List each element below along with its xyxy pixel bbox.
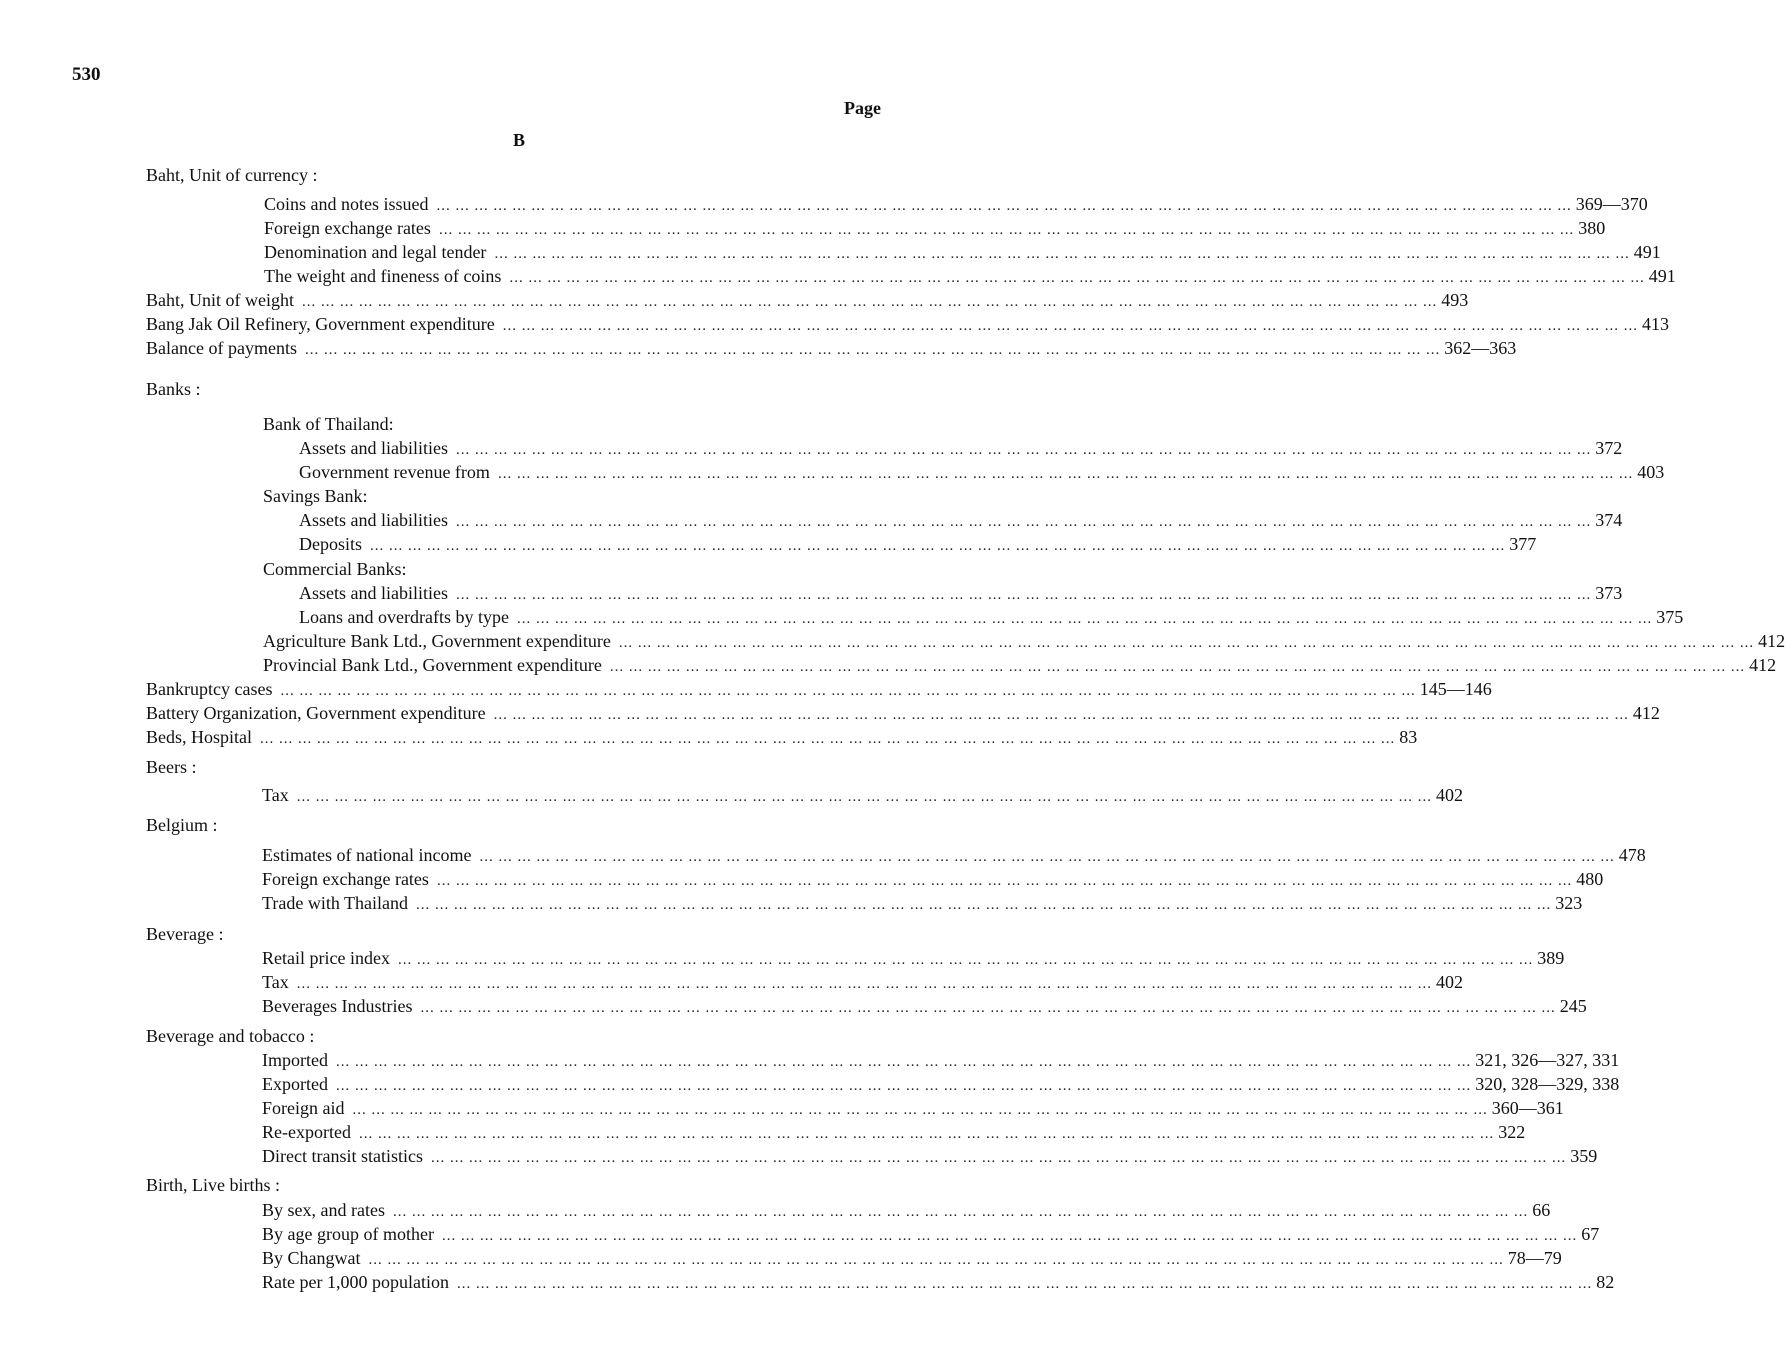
index-entry — [264, 240, 1661, 264]
dot-leader: ... ... ... ... ... ... ... ... ... ... ... ... ... ... ... ... ... ... ... ... ... ... ... ... ... ... ... ... ... ... ... ... ... ... ... ... ... ... ... ... ... ... ... ... ... ... ... ... ... ... ... ... ... ... ... ... ... ... ... ... — [296, 789, 1432, 805]
entry-label: Beverages Industries — [262, 996, 413, 1016]
index-entry — [299, 436, 1623, 460]
page-column-label: Page — [844, 98, 881, 118]
index-heading — [146, 755, 196, 779]
entry-label: Foreign exchange rates — [264, 218, 431, 238]
section-letter: B — [513, 130, 526, 150]
entry-label: Battery Organization, Government expenditure — [146, 703, 486, 723]
dot-leader: ... ... ... ... ... ... ... ... ... ... ... ... ... ... ... ... ... ... ... ... ... ... ... ... ... ... ... ... ... ... ... ... ... ... ... ... ... ... ... ... ... ... ... ... ... ... ... ... ... ... ... ... ... ... ... ... ... ... ... ... — [438, 222, 1575, 238]
index-entry — [146, 701, 1660, 725]
index-entry — [264, 192, 1648, 216]
dot-leader: ... ... ... ... ... ... ... ... ... ... ... ... ... ... ... ... ... ... ... ... ... ... ... ... ... ... ... ... ... ... ... ... ... ... ... ... ... ... ... ... ... ... ... ... ... ... ... ... ... ... ... ... ... ... ... ... ... ... ... ... — [370, 538, 1506, 554]
entry-label: Banks : — [146, 379, 201, 399]
index-entry — [146, 677, 1492, 701]
index-entry — [146, 312, 1669, 336]
entry-page-ref: 375 — [1656, 607, 1684, 627]
entry-label: Re-exported — [262, 1122, 351, 1142]
index-heading — [146, 813, 218, 837]
entry-label: Savings Bank: — [263, 486, 368, 506]
entry-page-ref: 82 — [1596, 1272, 1615, 1292]
entry-label: Estimates of national income — [262, 845, 472, 865]
index-heading — [146, 1024, 314, 1048]
dot-leader: ... ... ... ... ... ... ... ... ... ... ... ... ... ... ... ... ... ... ... ... ... ... ... ... ... ... ... ... ... ... ... ... ... ... ... ... ... ... ... ... ... ... ... ... ... ... ... ... ... ... ... ... ... ... ... ... ... ... ... ... — [358, 1126, 1495, 1142]
entry-label: By Changwat — [262, 1248, 361, 1268]
dot-leader: ... ... ... ... ... ... ... ... ... ... ... ... ... ... ... ... ... ... ... ... ... ... ... ... ... ... ... ... ... ... ... ... ... ... ... ... ... ... ... ... ... ... ... ... ... ... ... ... ... ... ... ... ... ... ... ... ... ... ... ... — [456, 1276, 1593, 1292]
entry-page-ref: 389 — [1537, 948, 1565, 968]
index-entry — [146, 336, 1517, 360]
index-entry — [299, 605, 1684, 629]
entry-label: Assets and liabilities — [299, 583, 448, 603]
entry-label: Foreign aid — [262, 1098, 345, 1118]
entry-page-ref: 380 — [1578, 218, 1606, 238]
dot-leader: ... ... ... ... ... ... ... ... ... ... ... ... ... ... ... ... ... ... ... ... ... ... ... ... ... ... ... ... ... ... ... ... ... ... ... ... ... ... ... ... ... ... ... ... ... ... ... ... ... ... ... ... ... ... ... ... ... ... ... ... — [436, 873, 1573, 889]
entry-label: Belgium : — [146, 815, 218, 835]
entry-page-ref: 377 — [1509, 534, 1537, 554]
entry-label: Bank of Thailand: — [263, 414, 394, 434]
dot-leader: ... ... ... ... ... ... ... ... ... ... ... ... ... ... ... ... ... ... ... ... ... ... ... ... ... ... ... ... ... ... ... ... ... ... ... ... ... ... ... ... ... ... ... ... ... ... ... ... ... ... ... ... ... ... ... ... ... ... ... ... — [430, 1150, 1567, 1166]
entry-label: Retail price index — [262, 948, 390, 968]
entry-label: Imported — [262, 1050, 328, 1070]
index-entry — [262, 1048, 1620, 1072]
entry-page-ref: 322 — [1498, 1122, 1526, 1142]
entry-page-ref: 491 — [1633, 242, 1661, 262]
index-heading — [146, 1173, 280, 1197]
dot-leader: ... ... ... ... ... ... ... ... ... ... ... ... ... ... ... ... ... ... ... ... ... ... ... ... ... ... ... ... ... ... ... ... ... ... ... ... ... ... ... ... ... ... ... ... ... ... ... ... ... ... ... ... ... ... ... ... ... ... ... ... — [296, 976, 1432, 992]
entry-page-ref: 245 — [1559, 996, 1587, 1016]
entry-page-ref: 493 — [1441, 290, 1469, 310]
index-entry — [299, 508, 1623, 532]
index-entry — [264, 216, 1606, 240]
dot-leader: ... ... ... ... ... ... ... ... ... ... ... ... ... ... ... ... ... ... ... ... ... ... ... ... ... ... ... ... ... ... ... ... ... ... ... ... ... ... ... ... ... ... ... ... ... ... ... ... ... ... ... ... ... ... ... ... ... ... ... ... — [304, 342, 1441, 358]
index-entry — [262, 867, 1604, 891]
dot-leader: ... ... ... ... ... ... ... ... ... ... ... ... ... ... ... ... ... ... ... ... ... ... ... ... ... ... ... ... ... ... ... ... ... ... ... ... ... ... ... ... ... ... ... ... ... ... ... ... ... ... ... ... ... ... ... ... ... ... ... ... — [493, 707, 1629, 723]
page-number: 530 — [72, 64, 101, 85]
entry-label: Deposits — [299, 534, 362, 554]
entry-page-ref: 373 — [1595, 583, 1623, 603]
entry-label: Government revenue from — [299, 462, 490, 482]
entry-label: Baht, Unit of weight — [146, 290, 294, 310]
index-entry — [262, 970, 1463, 994]
dot-leader: ... ... ... ... ... ... ... ... ... ... ... ... ... ... ... ... ... ... ... ... ... ... ... ... ... ... ... ... ... ... ... ... ... ... ... ... ... ... ... ... ... ... ... ... ... ... ... ... ... ... ... ... ... ... ... ... ... ... ... ... — [479, 849, 1615, 865]
dot-leader: ... ... ... ... ... ... ... ... ... ... ... ... ... ... ... ... ... ... ... ... ... ... ... ... ... ... ... ... ... ... ... ... ... ... ... ... ... ... ... ... ... ... ... ... ... ... ... ... ... ... ... ... ... ... ... ... ... ... ... ... — [494, 246, 1630, 262]
index-entry — [262, 1144, 1598, 1168]
dot-leader: ... ... ... ... ... ... ... ... ... ... ... ... ... ... ... ... ... ... ... ... ... ... ... ... ... ... ... ... ... ... ... ... ... ... ... ... ... ... ... ... ... ... ... ... ... ... ... ... ... ... ... ... ... ... ... ... ... ... ... ... — [368, 1252, 1504, 1268]
entry-label: Loans and overdrafts by type — [299, 607, 509, 627]
entry-label: Rate per 1,000 population — [262, 1272, 449, 1292]
dot-leader: ... ... ... ... ... ... ... ... ... ... ... ... ... ... ... ... ... ... ... ... ... ... ... ... ... ... ... ... ... ... ... ... ... ... ... ... ... ... ... ... ... ... ... ... ... ... ... ... ... ... ... ... ... ... ... ... ... ... ... ... — [352, 1102, 1488, 1118]
entry-page-ref: 412 — [1758, 631, 1785, 651]
index-entry — [262, 1120, 1526, 1144]
entry-page-ref: 369—370 — [1575, 194, 1648, 214]
entry-label: Exported — [262, 1074, 328, 1094]
entry-page-ref: 320, 328—329, 338 — [1475, 1074, 1620, 1094]
entry-label: Beverage and tobacco : — [146, 1026, 315, 1046]
entry-label: Beers : — [146, 757, 197, 777]
entry-label: Baht, Unit of currency : — [146, 165, 318, 185]
dot-leader: ... ... ... ... ... ... ... ... ... ... ... ... ... ... ... ... ... ... ... ... ... ... ... ... ... ... ... ... ... ... ... ... ... ... ... ... ... ... ... ... ... ... ... ... ... ... ... ... ... ... ... ... ... ... ... ... ... ... ... ... — [455, 442, 1592, 458]
dot-leader: ... ... ... ... ... ... ... ... ... ... ... ... ... ... ... ... ... ... ... ... ... ... ... ... ... ... ... ... ... ... ... ... ... ... ... ... ... ... ... ... ... ... ... ... ... ... ... ... ... ... ... ... ... ... ... ... ... ... ... ... — [502, 318, 1638, 334]
entry-page-ref: 491 — [1648, 266, 1676, 286]
dot-leader: ... ... ... ... ... ... ... ... ... ... ... ... ... ... ... ... ... ... ... ... ... ... ... ... ... ... ... ... ... ... ... ... ... ... ... ... ... ... ... ... ... ... ... ... ... ... ... ... ... ... ... ... ... ... ... ... ... ... ... ... — [455, 587, 1592, 603]
index-entry — [299, 532, 1537, 556]
dot-leader: ... ... ... ... ... ... ... ... ... ... ... ... ... ... ... ... ... ... ... ... ... ... ... ... ... ... ... ... ... ... ... ... ... ... ... ... ... ... ... ... ... ... ... ... ... ... ... ... ... ... ... ... ... ... ... ... ... ... ... ... — [618, 635, 1755, 651]
entry-page-ref: 412 — [1749, 655, 1777, 675]
entry-label: Assets and liabilities — [299, 438, 448, 458]
index-entry — [262, 1198, 1551, 1222]
entry-label: Tax — [262, 972, 289, 992]
entry-page-ref: 372 — [1595, 438, 1623, 458]
entry-label: Coins and notes issued — [264, 194, 429, 214]
entry-page-ref: 83 — [1399, 727, 1418, 747]
dot-leader: ... ... ... ... ... ... ... ... ... ... ... ... ... ... ... ... ... ... ... ... ... ... ... ... ... ... ... ... ... ... ... ... ... ... ... ... ... ... ... ... ... ... ... ... ... ... ... ... ... ... ... ... ... ... ... ... ... ... ... ... — [455, 514, 1592, 530]
dot-leader: ... ... ... ... ... ... ... ... ... ... ... ... ... ... ... ... ... ... ... ... ... ... ... ... ... ... ... ... ... ... ... ... ... ... ... ... ... ... ... ... ... ... ... ... ... ... ... ... ... ... ... ... ... ... ... ... ... ... ... ... — [397, 952, 1534, 968]
index-entry — [262, 1222, 1600, 1246]
entry-page-ref: 374 — [1595, 510, 1623, 530]
index-heading — [263, 557, 406, 581]
dot-leader: ... ... ... ... ... ... ... ... ... ... ... ... ... ... ... ... ... ... ... ... ... ... ... ... ... ... ... ... ... ... ... ... ... ... ... ... ... ... ... ... ... ... ... ... ... ... ... ... ... ... ... ... ... ... ... ... ... ... ... ... — [260, 731, 1396, 747]
index-entry — [263, 629, 1785, 653]
dot-leader: ... ... ... ... ... ... ... ... ... ... ... ... ... ... ... ... ... ... ... ... ... ... ... ... ... ... ... ... ... ... ... ... ... ... ... ... ... ... ... ... ... ... ... ... ... ... ... ... ... ... ... ... ... ... ... ... ... ... ... ... — [441, 1228, 1578, 1244]
index-entry — [299, 581, 1623, 605]
dot-leader: ... ... ... ... ... ... ... ... ... ... ... ... ... ... ... ... ... ... ... ... ... ... ... ... ... ... ... ... ... ... ... ... ... ... ... ... ... ... ... ... ... ... ... ... ... ... ... ... ... ... ... ... ... ... ... ... ... ... ... ... — [497, 466, 1634, 482]
entry-label: Trade with Thailand — [262, 893, 408, 913]
entry-label: Foreign exchange rates — [262, 869, 429, 889]
entry-page-ref: 402 — [1435, 785, 1463, 805]
index-entry — [262, 1072, 1620, 1096]
entry-label: Beds, Hospital — [146, 727, 252, 747]
entry-page-ref: 359 — [1570, 1146, 1598, 1166]
entry-page-ref: 403 — [1637, 462, 1665, 482]
index-heading — [146, 377, 201, 401]
entry-page-ref: 402 — [1435, 972, 1463, 992]
entry-label: Denomination and legal tender — [264, 242, 487, 262]
index-entry — [262, 843, 1646, 867]
dot-leader: ... ... ... ... ... ... ... ... ... ... ... ... ... ... ... ... ... ... ... ... ... ... ... ... ... ... ... ... ... ... ... ... ... ... ... ... ... ... ... ... ... ... ... ... ... ... ... ... ... ... ... ... ... ... ... ... ... ... ... ... — [280, 683, 1416, 699]
index-heading — [263, 484, 368, 508]
entry-page-ref: 480 — [1576, 869, 1604, 889]
index-entry — [146, 288, 1469, 312]
entry-label: Balance of payments — [146, 338, 297, 358]
index-entry — [263, 653, 1777, 677]
dot-leader: ... ... ... ... ... ... ... ... ... ... ... ... ... ... ... ... ... ... ... ... ... ... ... ... ... ... ... ... ... ... ... ... ... ... ... ... ... ... ... ... ... ... ... ... ... ... ... ... ... ... ... ... ... ... ... ... ... ... ... ... — [509, 270, 1645, 286]
index-entry — [262, 783, 1463, 807]
index-heading — [263, 412, 394, 436]
index-entry — [262, 891, 1583, 915]
entry-page-ref: 412 — [1632, 703, 1660, 723]
entry-label: Tax — [262, 785, 289, 805]
entry-label: Commercial Banks: — [263, 559, 407, 579]
index-entry — [262, 1270, 1615, 1294]
entry-label: Birth, Live births : — [146, 1175, 280, 1195]
entry-label: Beverage : — [146, 924, 224, 944]
entry-label: Agriculture Bank Ltd., Government expenditure — [263, 631, 611, 651]
entry-label: Provincial Bank Ltd., Government expenditure — [263, 655, 602, 675]
dot-leader: ... ... ... ... ... ... ... ... ... ... ... ... ... ... ... ... ... ... ... ... ... ... ... ... ... ... ... ... ... ... ... ... ... ... ... ... ... ... ... ... ... ... ... ... ... ... ... ... ... ... ... ... ... ... ... ... ... ... ... ... — [516, 611, 1653, 627]
index-entry — [262, 1246, 1562, 1270]
dot-leader: ... ... ... ... ... ... ... ... ... ... ... ... ... ... ... ... ... ... ... ... ... ... ... ... ... ... ... ... ... ... ... ... ... ... ... ... ... ... ... ... ... ... ... ... ... ... ... ... ... ... ... ... ... ... ... ... ... ... ... ... — [335, 1054, 1472, 1070]
entry-label: Direct transit statistics — [262, 1146, 423, 1166]
entry-label: By sex, and rates — [262, 1200, 385, 1220]
entry-page-ref: 67 — [1581, 1224, 1600, 1244]
entry-page-ref: 360—361 — [1491, 1098, 1564, 1118]
entry-page-ref: 78—79 — [1507, 1248, 1562, 1268]
dot-leader: ... ... ... ... ... ... ... ... ... ... ... ... ... ... ... ... ... ... ... ... ... ... ... ... ... ... ... ... ... ... ... ... ... ... ... ... ... ... ... ... ... ... ... ... ... ... ... ... ... ... ... ... ... ... ... ... ... ... ... ... — [335, 1078, 1472, 1094]
entry-page-ref: 478 — [1618, 845, 1646, 865]
dot-leader: ... ... ... ... ... ... ... ... ... ... ... ... ... ... ... ... ... ... ... ... ... ... ... ... ... ... ... ... ... ... ... ... ... ... ... ... ... ... ... ... ... ... ... ... ... ... ... ... ... ... ... ... ... ... ... ... ... ... ... ... — [301, 294, 1438, 310]
index-entry — [262, 1096, 1564, 1120]
index-entry — [262, 994, 1587, 1018]
entry-page-ref: 413 — [1641, 314, 1669, 334]
index-entry — [299, 460, 1665, 484]
entry-label: By age group of mother — [262, 1224, 434, 1244]
entry-page-ref: 323 — [1555, 893, 1583, 913]
index-entry — [146, 725, 1418, 749]
dot-leader: ... ... ... ... ... ... ... ... ... ... ... ... ... ... ... ... ... ... ... ... ... ... ... ... ... ... ... ... ... ... ... ... ... ... ... ... ... ... ... ... ... ... ... ... ... ... ... ... ... ... ... ... ... ... ... ... ... ... ... ... — [609, 659, 1746, 675]
entry-label: Bang Jak Oil Refinery, Government expenditure — [146, 314, 495, 334]
index-entry — [262, 946, 1565, 970]
index-entry — [264, 264, 1676, 288]
entry-page-ref: 362—363 — [1444, 338, 1517, 358]
entry-label: Bankruptcy cases — [146, 679, 273, 699]
index-heading — [146, 163, 317, 187]
dot-leader: ... ... ... ... ... ... ... ... ... ... ... ... ... ... ... ... ... ... ... ... ... ... ... ... ... ... ... ... ... ... ... ... ... ... ... ... ... ... ... ... ... ... ... ... ... ... ... ... ... ... ... ... ... ... ... ... ... ... ... ... — [416, 897, 1552, 913]
entry-label: Assets and liabilities — [299, 510, 448, 530]
entry-page-ref: 66 — [1532, 1200, 1551, 1220]
dot-leader: ... ... ... ... ... ... ... ... ... ... ... ... ... ... ... ... ... ... ... ... ... ... ... ... ... ... ... ... ... ... ... ... ... ... ... ... ... ... ... ... ... ... ... ... ... ... ... ... ... ... ... ... ... ... ... ... ... ... ... ... — [420, 1000, 1556, 1016]
dot-leader: ... ... ... ... ... ... ... ... ... ... ... ... ... ... ... ... ... ... ... ... ... ... ... ... ... ... ... ... ... ... ... ... ... ... ... ... ... ... ... ... ... ... ... ... ... ... ... ... ... ... ... ... ... ... ... ... ... ... ... ... — [436, 198, 1572, 214]
dot-leader: ... ... ... ... ... ... ... ... ... ... ... ... ... ... ... ... ... ... ... ... ... ... ... ... ... ... ... ... ... ... ... ... ... ... ... ... ... ... ... ... ... ... ... ... ... ... ... ... ... ... ... ... ... ... ... ... ... ... ... ... — [392, 1204, 1529, 1220]
entry-page-ref: 145—146 — [1419, 679, 1492, 699]
index-heading — [146, 922, 223, 946]
entry-label: The weight and fineness of coins — [264, 266, 502, 286]
entry-page-ref: 321, 326—327, 331 — [1475, 1050, 1620, 1070]
